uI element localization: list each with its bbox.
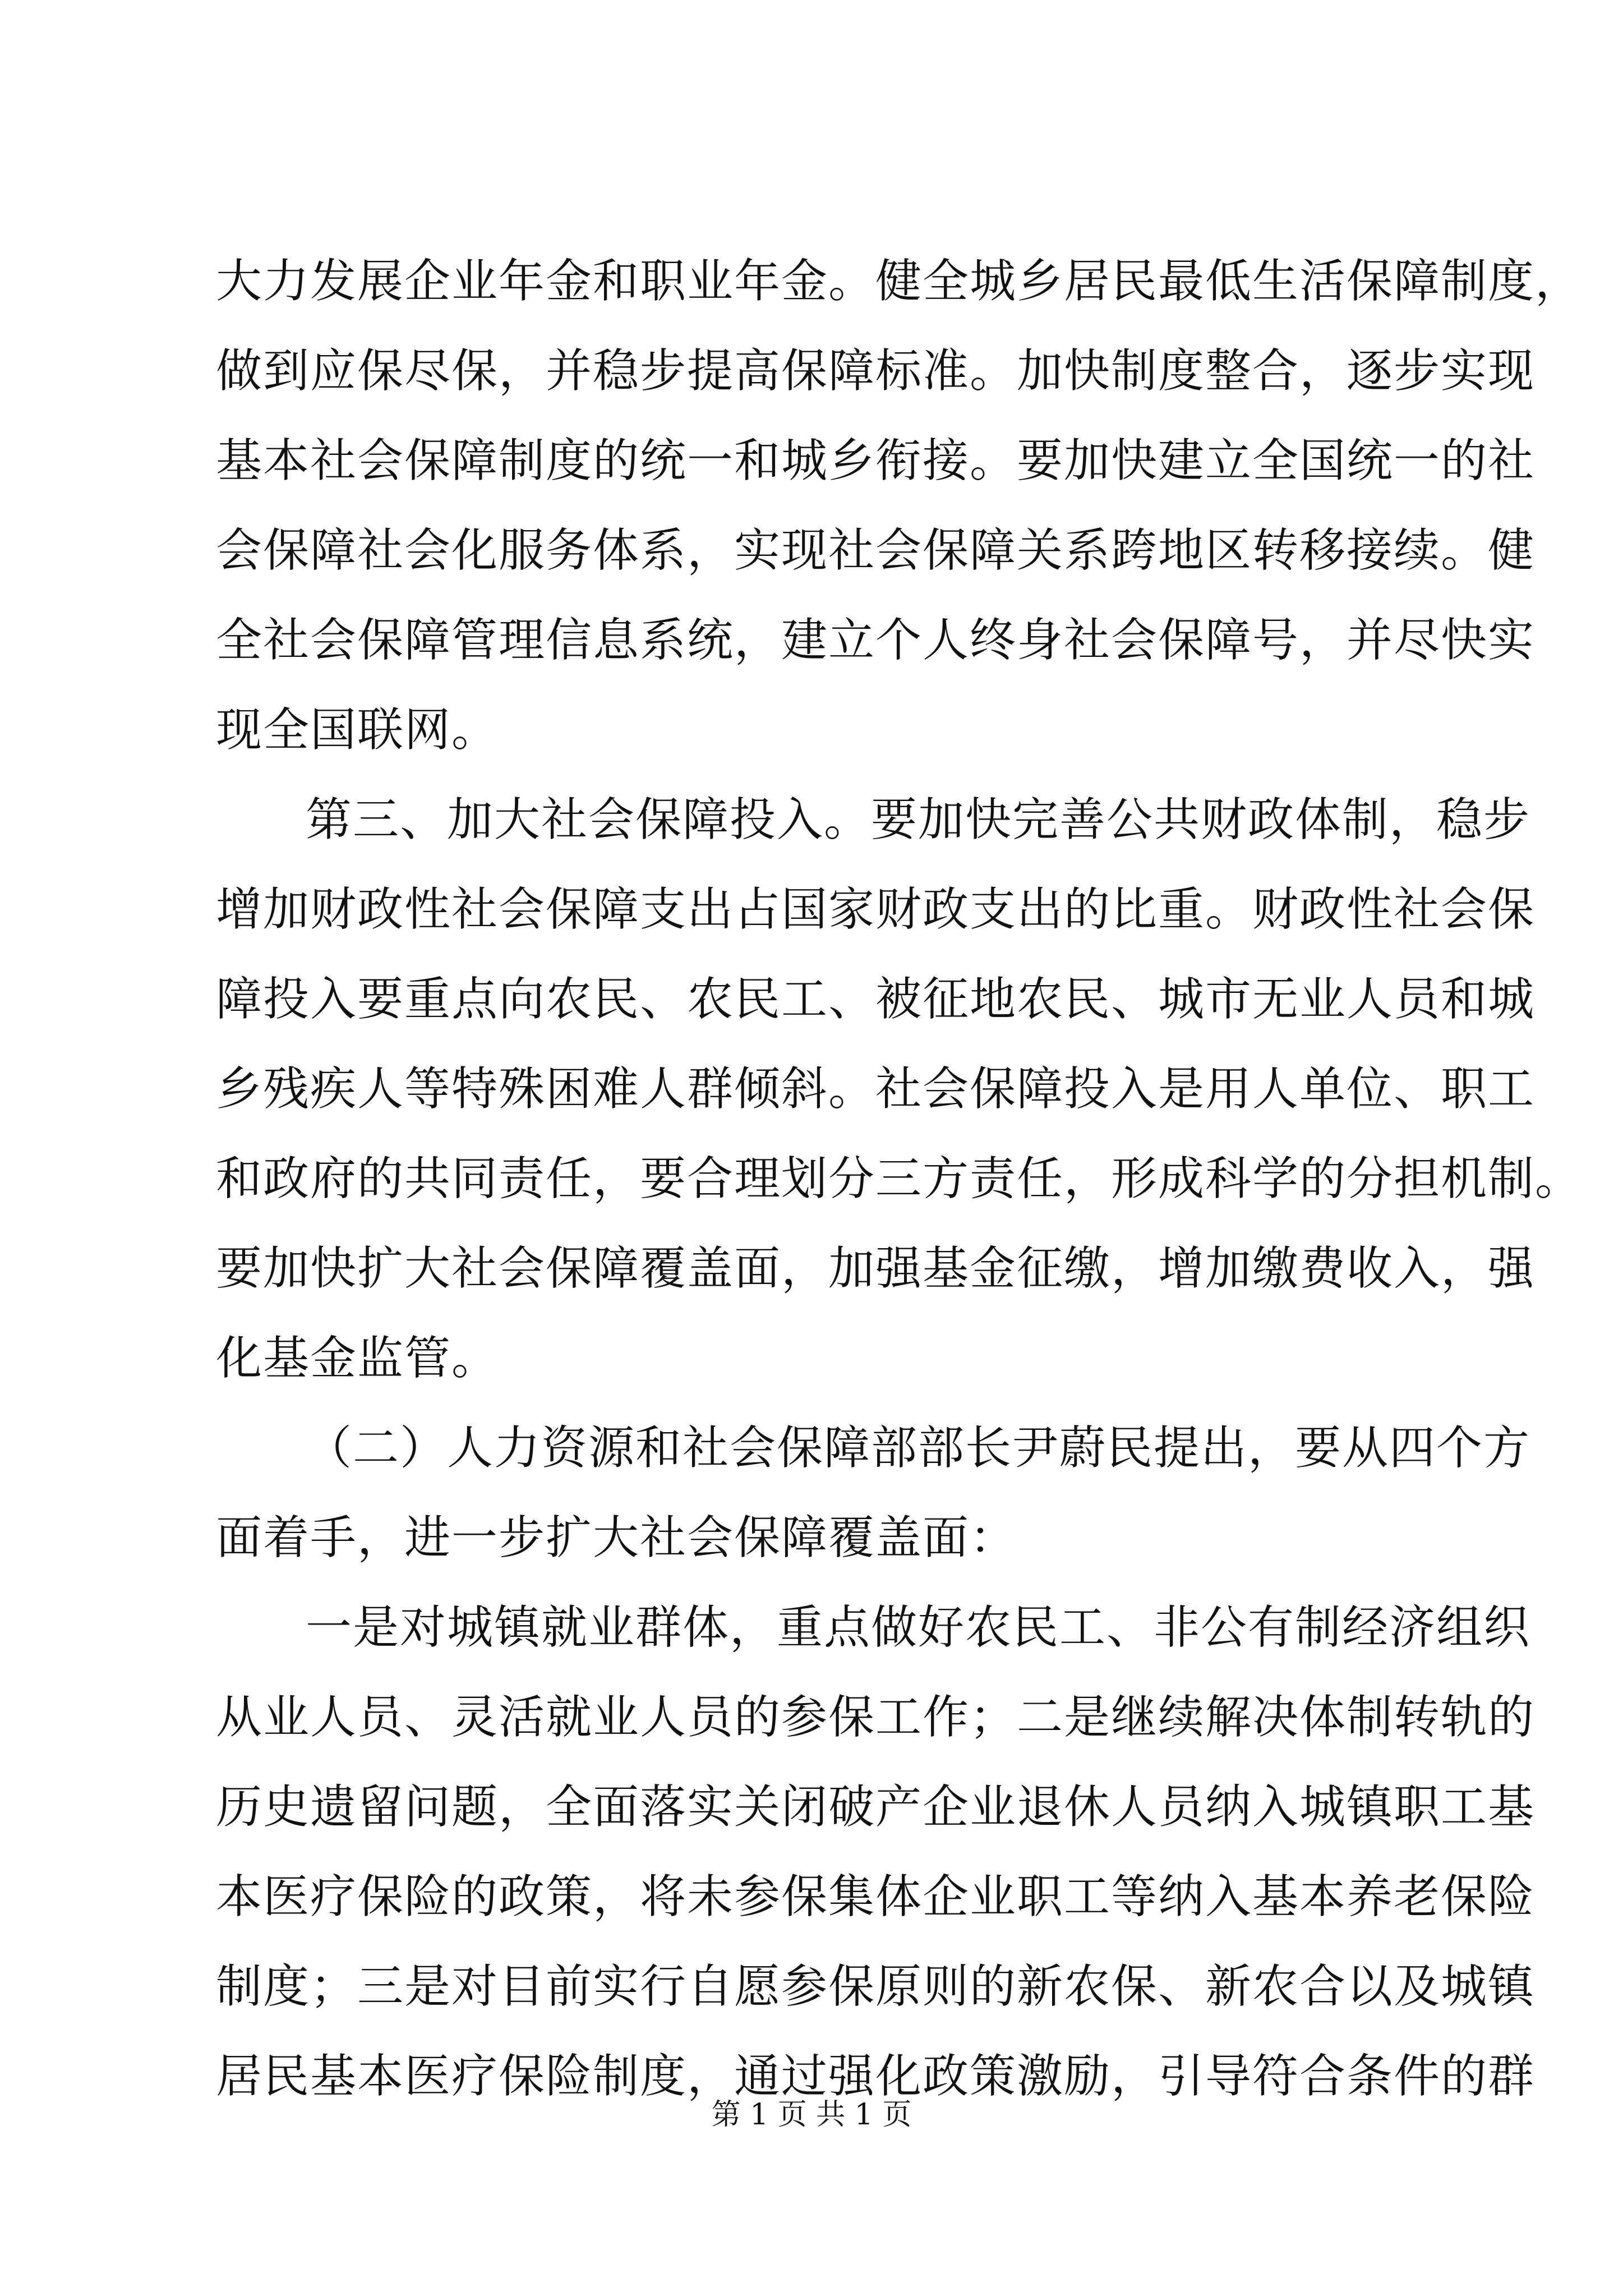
text-line: 居民基本医疗保险制度，通过强化政策激励，引导符合条件的群 bbox=[216, 2050, 1536, 2103]
text-line: 制度；三是对目前实行自愿参保原则的新农保、新农合以及城镇 bbox=[216, 1960, 1536, 2013]
text-line: 化基金监管。 bbox=[216, 1332, 499, 1385]
text-line: 一是对城镇就业群体，重点做好农民工、非公有制经济组织 bbox=[306, 1601, 1531, 1654]
text-line: 要加快扩大社会保障覆盖面，加强基金征缴，增加缴费收入，强 bbox=[216, 1242, 1536, 1295]
text-line: 全社会保障管理信息系统，建立个人终身社会保障号，并尽快实 bbox=[216, 614, 1536, 667]
text-line: （二）人力资源和社会保障部部长尹蔚民提出，要从四个方 bbox=[306, 1421, 1531, 1475]
text-line: 大力发展企业年金和职业年金。健全城乡居民最低生活保障制度， bbox=[216, 255, 1583, 308]
text-line: 面着手，进一步扩大社会保障覆盖面： bbox=[216, 1511, 1017, 1565]
text-line: 障投入要重点向农民、农民工、被征地农民、城市无业人员和城 bbox=[216, 973, 1536, 1026]
text-line: 基本社会保障制度的统一和城乡衔接。要加快建立全国统一的社 bbox=[216, 434, 1536, 487]
text-line: 从业人员、灵活就业人员的参保工作；二是继续解决体制转轨的 bbox=[216, 1691, 1536, 1744]
text-line: 和政府的共同责任，要合理划分三方责任，形成科学的分担机制。 bbox=[216, 1152, 1583, 1205]
text-line: 本医疗保险的政策，将未参保集体企业职工等纳入基本养老保险 bbox=[216, 1870, 1536, 1924]
text-line: 现全国联网。 bbox=[216, 703, 499, 757]
text-line: 第三、加大社会保障投入。要加快完善公共财政体制，稳步 bbox=[306, 793, 1531, 846]
page-number-footer: 第 1 页 共 1 页 bbox=[711, 2098, 912, 2132]
text-line: 会保障社会化服务体系，实现社会保障关系跨地区转移接续。健 bbox=[216, 524, 1536, 577]
text-line: 乡残疾人等特殊困难人群倾斜。社会保障投入是用人单位、职工 bbox=[216, 1062, 1536, 1116]
text-line: 增加财政性社会保障支出占国家财政支出的比重。财政性社会保 bbox=[216, 883, 1536, 936]
text-line: 历史遗留问题，全面落实关闭破产企业退休人员纳入城镇职工基 bbox=[216, 1780, 1536, 1834]
text-line: 做到应保尽保，并稳步提高保障标准。加快制度整合，逐步实现 bbox=[216, 344, 1536, 398]
